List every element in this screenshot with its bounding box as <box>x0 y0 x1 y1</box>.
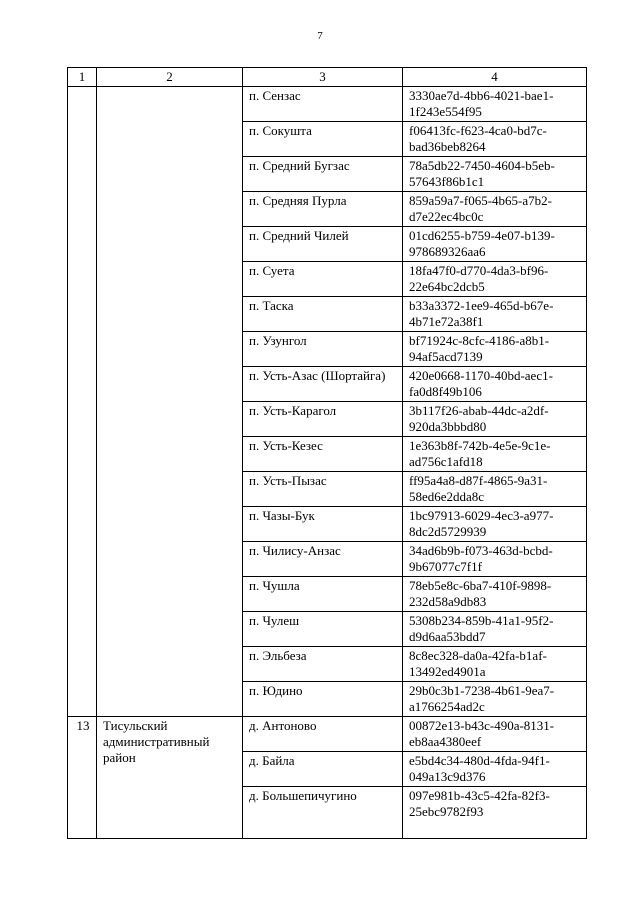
settlement-name: п. Чулеш <box>243 612 403 647</box>
row-number-cell: 13 <box>68 717 97 839</box>
guid-line-2: 4b71e72a38f1 <box>409 314 484 329</box>
object-guid <box>403 717 587 752</box>
object-guid <box>403 472 587 507</box>
table-row <box>68 717 587 752</box>
guid-line-2: d9d6aa53bdd7 <box>409 629 486 644</box>
row-number-cell <box>68 87 97 717</box>
guid-line-2: 1f243e554f95 <box>409 104 482 119</box>
guid-line-1: 859a59a7-f065-4b65-a7b2- <box>409 193 552 208</box>
guid-line-2: 58ed6e2dda8c <box>409 489 485 504</box>
object-guid <box>403 647 587 682</box>
settlement-name: п. Таска <box>243 297 403 332</box>
settlement-name: п. Средний Бугзас <box>243 157 403 192</box>
settlement-name: п. Усть-Азас (Шортайга) <box>243 367 403 402</box>
settlement-name: п. Эльбеза <box>243 647 403 682</box>
settlement-name: п. Усть-Пызас <box>243 472 403 507</box>
column-header-1: 1 <box>68 68 97 87</box>
guid-line-2: 978689326aa6 <box>409 244 486 259</box>
guid-line-2: 9b67077c7f1f <box>409 559 482 574</box>
guid-line-1: 01cd6255-b759-4e07-b139- <box>409 228 555 243</box>
guid-line-2: fa0d8f49b106 <box>409 384 482 399</box>
settlement-name: п. Сензас <box>243 87 403 122</box>
object-guid <box>403 227 587 262</box>
settlement-name: д. Антоново <box>243 717 403 752</box>
settlement-name: д. Большепичугино <box>243 787 403 839</box>
guid-line-2: 22e64bc2dcb5 <box>409 279 485 294</box>
guid-line-2: 13492ed4901a <box>409 664 486 679</box>
guid-line-2: 57643f86b1c1 <box>409 174 485 189</box>
object-guid <box>403 332 587 367</box>
guid-line-1: 34ad6b9b-f073-463d-bcbd- <box>409 543 553 558</box>
object-guid <box>403 752 587 787</box>
guid-line-1: 78eb5e8c-6ba7-410f-9898- <box>409 578 552 593</box>
guid-line-1: 78a5db22-7450-4604-b5eb- <box>409 158 555 173</box>
object-guid <box>403 682 587 717</box>
object-guid <box>403 192 587 227</box>
guid-line-1: ff95a4a8-d87f-4865-9a31- <box>409 473 548 488</box>
guid-line-2: bad36beb8264 <box>409 139 486 154</box>
district-cell <box>97 87 243 717</box>
guid-line-2: 232d58a9db83 <box>409 594 487 609</box>
guid-line-1: 18fa47f0-d770-4da3-bf96- <box>409 263 549 278</box>
district-name: Тисульский административный район <box>97 717 243 839</box>
object-guid <box>403 787 587 839</box>
settlement-name: п. Узунгол <box>243 332 403 367</box>
guid-line-1: 29b0c3b1-7238-4b61-9ea7- <box>409 683 555 698</box>
column-header-3: 3 <box>243 68 403 87</box>
object-guid <box>403 262 587 297</box>
settlement-name: п. Чушла <box>243 577 403 612</box>
guid-line-2: a1766254ad2c <box>409 699 485 714</box>
settlement-name: п. Чазы-Бук <box>243 507 403 542</box>
guid-line-2: d7e22ec4bc0c <box>409 209 484 224</box>
object-guid <box>403 157 587 192</box>
settlement-name: п. Средний Чилей <box>243 227 403 262</box>
settlements-table <box>67 67 587 839</box>
column-header-2: 2 <box>97 68 243 87</box>
guid-line-1: 1e363b8f-742b-4e5e-9c1e- <box>409 438 551 453</box>
table-header-row <box>68 68 587 87</box>
settlement-name: п. Чилису-Анзас <box>243 542 403 577</box>
guid-line-1: 00872e13-b43c-490a-8131- <box>409 718 555 733</box>
guid-line-1: 1bc97913-6029-4ec3-a977- <box>409 508 554 523</box>
object-guid <box>403 507 587 542</box>
guid-line-2: eb8aa4380eef <box>409 734 482 749</box>
guid-line-2: 8dc2d5729939 <box>409 524 487 539</box>
guid-line-1: 097e981b-43c5-42fa-82f3- <box>409 788 550 803</box>
guid-line-1: 3b117f26-abab-44dc-a2df- <box>409 403 549 418</box>
object-guid <box>403 577 587 612</box>
settlement-name: п. Усть-Кезес <box>243 437 403 472</box>
settlement-name: п. Суета <box>243 262 403 297</box>
guid-line-1: bf71924c-8cfc-4186-a8b1- <box>409 333 550 348</box>
settlement-name: д. Байла <box>243 752 403 787</box>
table-row <box>68 87 587 122</box>
guid-line-1: b33a3372-1ee9-465d-b67e- <box>409 298 554 313</box>
guid-line-1: 5308b234-859b-41a1-95f2- <box>409 613 554 628</box>
object-guid <box>403 402 587 437</box>
guid-line-1: 420e0668-1170-40bd-aec1- <box>409 368 553 383</box>
object-guid <box>403 542 587 577</box>
guid-line-2: ad756c1afd18 <box>409 454 483 469</box>
guid-line-1: 3330ae7d-4bb6-4021-bae1- <box>409 88 554 103</box>
object-guid <box>403 122 587 157</box>
guid-line-1: 8c8ec328-da0a-42fa-b1af- <box>409 648 547 663</box>
object-guid <box>403 367 587 402</box>
guid-line-2: 94af5acd7139 <box>409 349 483 364</box>
guid-line-2: 25ebc9782f93 <box>409 804 484 819</box>
guid-line-1: e5bd4c34-480d-4fda-94f1- <box>409 753 550 768</box>
page-number: 7 <box>317 30 323 42</box>
settlement-name: п. Усть-Карагол <box>243 402 403 437</box>
settlement-name: п. Юдино <box>243 682 403 717</box>
object-guid <box>403 297 587 332</box>
guid-line-2: 049a13c9d376 <box>409 769 486 784</box>
guid-line-2: 920da3bbbd80 <box>409 419 487 434</box>
settlement-name: п. Средняя Пурла <box>243 192 403 227</box>
object-guid <box>403 87 587 122</box>
object-guid <box>403 612 587 647</box>
table-body <box>68 87 587 839</box>
settlement-name: п. Сокушта <box>243 122 403 157</box>
column-header-4: 4 <box>403 68 587 87</box>
object-guid <box>403 437 587 472</box>
guid-line-1: f06413fc-f623-4ca0-bd7c- <box>409 123 547 138</box>
